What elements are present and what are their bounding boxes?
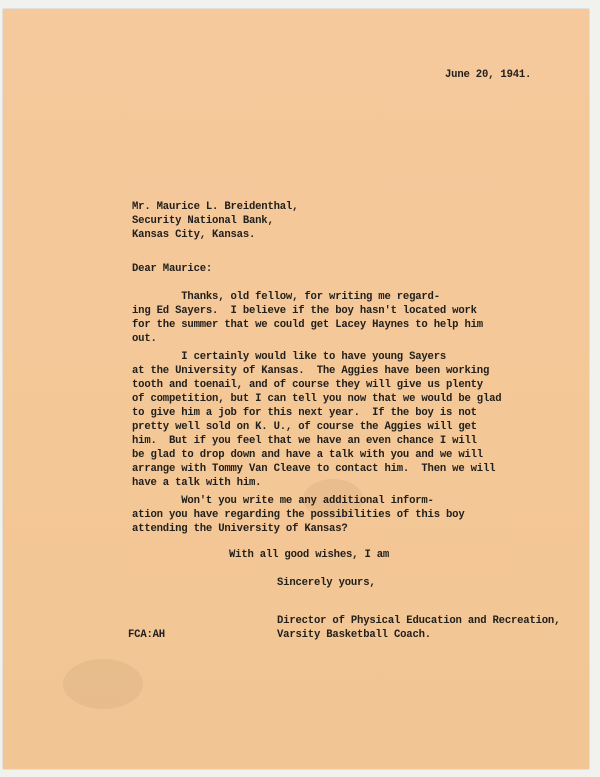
paragraph-line: I certainly would like to have young Sayers <box>132 351 447 363</box>
paragraph-line: attending the University of Kansas? <box>132 523 348 535</box>
paragraph-line: pretty well sold on K. U., of course the Aggies will get <box>132 421 477 433</box>
closing-wish: With all good wishes, I am <box>229 549 390 561</box>
address-line: Mr. Maurice L. Breidenthal, <box>132 201 299 213</box>
paragraph-line: to give him a job for this next year. If the boy is not <box>132 407 477 419</box>
paragraph-line: ing Ed Sayers. I believe if the boy hasn't located work <box>132 305 477 317</box>
paragraph-line: at the University of Kansas. The Aggies have been working <box>132 365 490 377</box>
paragraph-line: arrange with Tommy Van Cleave to contact him. Then we will <box>132 463 496 475</box>
paragraph-line: him. But if you feel that we have an even chance I will <box>132 435 477 447</box>
complimentary-close: Sincerely yours, <box>277 577 376 589</box>
paragraph-line: have a talk with him. <box>132 477 262 489</box>
paragraph-line: Won't you write me any additional inform- <box>132 495 434 507</box>
paragraph-line: ation you have regarding the possibilities of this boy <box>132 509 465 521</box>
paragraph-line: Thanks, old fellow, for writing me regard- <box>132 291 440 303</box>
address-line: Security National Bank, <box>132 215 274 227</box>
paragraph-line: for the summer that we could get Lacey Haynes to help him <box>132 319 483 331</box>
paragraph-line: of competition, but I can tell you now that we would be glad <box>132 393 502 405</box>
signature-title: Varsity Basketball Coach. <box>277 629 431 641</box>
address-line: Kansas City, Kansas. <box>132 229 256 241</box>
paper-stain <box>63 659 143 709</box>
letter-date: June 20, 1941. <box>445 69 532 81</box>
paragraph-line: out. <box>132 333 157 345</box>
paragraph-line: tooth and toenail, and of course they will give us plenty <box>132 379 483 391</box>
typist-initials: FCA:AH <box>128 629 165 641</box>
signature-title: Director of Physical Education and Recreation, <box>277 615 561 627</box>
paragraph-line: be glad to drop down and have a talk with you and we will <box>132 449 483 461</box>
salutation: Dear Maurice: <box>132 263 213 275</box>
